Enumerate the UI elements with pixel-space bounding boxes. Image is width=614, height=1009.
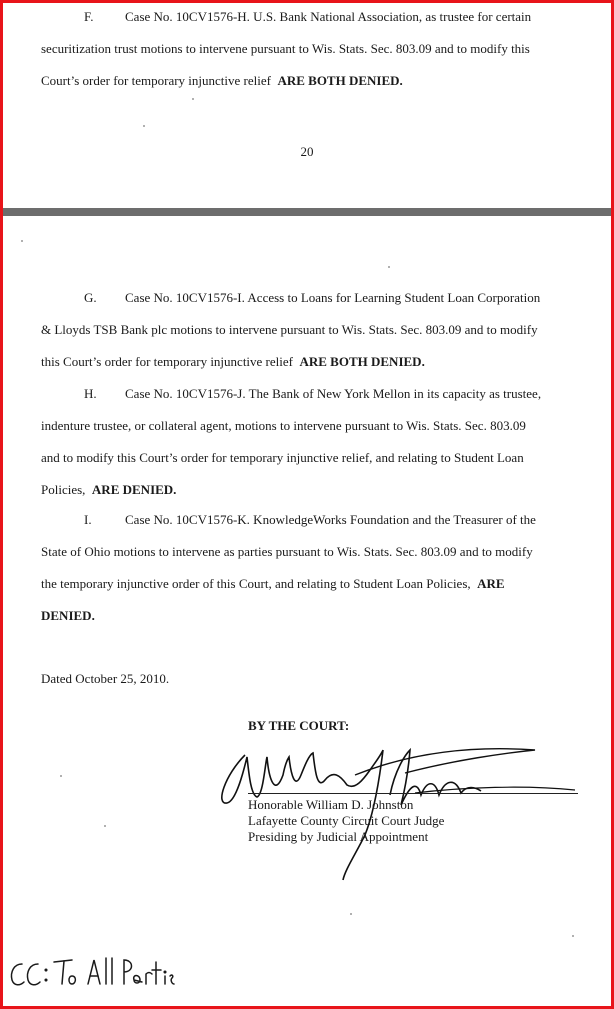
paragraph-f bbox=[41, 1, 573, 97]
ruling-text: ARE BOTH DENIED. bbox=[277, 73, 403, 88]
scan-speck bbox=[21, 240, 23, 242]
paragraph-text: this Court’s order for temporary injunctive relief bbox=[41, 354, 293, 369]
paragraph-text: Court’s order for temporary injunctive relief bbox=[41, 73, 271, 88]
paragraph-text: the temporary injunctive order of this Court, and relating to Student Loan Policies, bbox=[41, 576, 471, 591]
paragraph-text: Case No. 10CV1576-J. The Bank of New York Mellon in its capacity as trustee, bbox=[125, 386, 542, 401]
paragraph-i bbox=[41, 504, 573, 632]
scan-speck bbox=[388, 266, 390, 268]
paragraph-text: Policies, bbox=[41, 482, 86, 497]
ruling-text: DENIED. bbox=[41, 608, 95, 623]
ruling-text: ARE bbox=[477, 576, 505, 591]
paragraph-text: Case No. 10CV1576-H. U.S. Bank National Association, as trustee for certain bbox=[125, 9, 532, 24]
judge-block bbox=[248, 797, 444, 845]
dated-line: Dated October 25, 2010. bbox=[41, 671, 170, 686]
ruling-text: ARE DENIED. bbox=[91, 482, 177, 497]
paragraph-h bbox=[41, 378, 573, 506]
paragraph-text: and to modify this Court’s order for temporary injunctive relief, and relating to Student Loan bbox=[41, 450, 524, 465]
paragraph-g bbox=[41, 282, 573, 378]
page-divider bbox=[3, 208, 611, 216]
page-number: 20 bbox=[300, 144, 314, 159]
paragraph-text: Case No. 10CV1576-I. Access to Loans for Learning Student Loan Corporation bbox=[125, 290, 541, 305]
scan-speck bbox=[192, 98, 194, 100]
item-label: F. bbox=[84, 9, 94, 24]
paragraph-text: securitization trust motions to intervene pursuant to Wis. Stats. Sec. 803.09 and to modify this bbox=[41, 41, 530, 56]
scan-speck bbox=[104, 825, 106, 827]
paragraph-text: & Lloyds TSB Bank plc motions to intervene pursuant to Wis. Stats. Sec. 803.09 and to modify bbox=[41, 322, 538, 337]
scan-speck bbox=[350, 913, 352, 915]
item-label: G. bbox=[84, 290, 97, 305]
by-the-court: BY THE COURT: bbox=[248, 718, 350, 733]
item-label: I. bbox=[84, 512, 92, 527]
scan-speck bbox=[143, 125, 145, 127]
scan-speck bbox=[572, 935, 574, 937]
ruling-text: ARE BOTH DENIED. bbox=[299, 354, 425, 369]
item-label: H. bbox=[84, 386, 97, 401]
judge-appointment: Presiding by Judicial Appointment bbox=[248, 829, 429, 844]
paragraph-text: State of Ohio motions to intervene as parties pursuant to Wis. Stats. Sec. 803.09 and to modify bbox=[41, 544, 533, 559]
judge-name: Honorable William D. Johnston bbox=[248, 797, 414, 812]
paragraph-text: Case No. 10CV1576-K. KnowledgeWorks Foundation and the Treasurer of the bbox=[125, 512, 536, 527]
paragraph-text: indenture trustee, or collateral agent, motions to intervene pursuant to Wis. Stats. Sec. 803.09 bbox=[41, 418, 526, 433]
scan-speck bbox=[60, 775, 62, 777]
signature-line bbox=[248, 793, 578, 794]
cc-handwritten-note-icon bbox=[6, 950, 176, 995]
judge-title: Lafayette County Circuit Court Judge bbox=[248, 813, 445, 828]
